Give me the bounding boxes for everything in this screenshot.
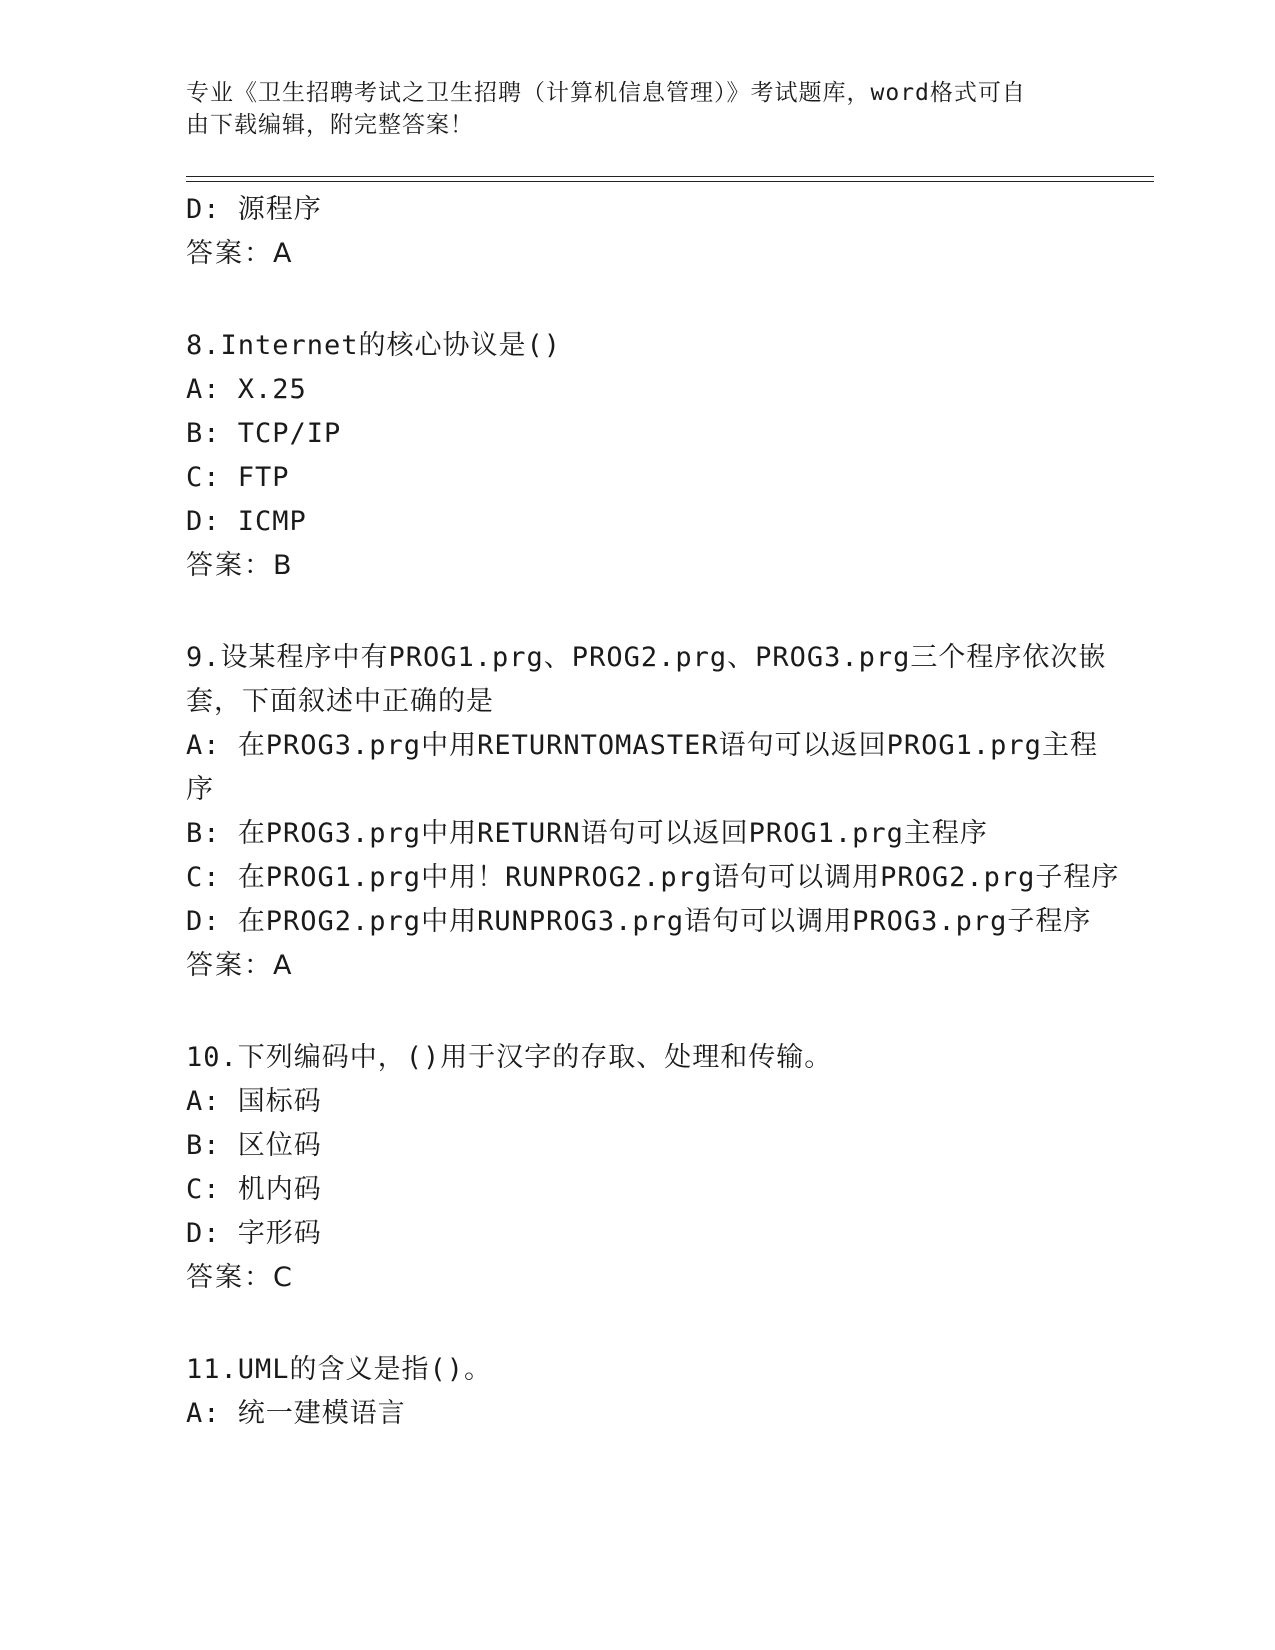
option-d-q9: D: 在PROG2.prg中用RUNPROG3.prg语句可以调用PROG3.prg子程序 <box>186 906 1092 937</box>
header-rule-top <box>186 176 1154 177</box>
header-rule-bottom <box>186 181 1154 182</box>
answer-q10: 答案：C <box>186 1262 294 1293</box>
question-10: 10.下列编码中，()用于汉字的存取、处理和传输。 <box>186 1042 833 1073</box>
question-11: 11.UML的含义是指()。 <box>186 1354 493 1385</box>
option-c-q10: C: 机内码 <box>186 1174 322 1205</box>
option-d-q7: D: 源程序 <box>186 194 322 225</box>
answer-q7: 答案：A <box>186 238 294 269</box>
option-a-q10: A: 国标码 <box>186 1086 322 1117</box>
option-a-q9-line-2: 序 <box>186 774 214 805</box>
option-c-q9: C: 在PROG1.prg中用！RUNPROG2.prg语句可以调用PROG2.prg子程序 <box>186 862 1120 893</box>
option-d-q8: D: ICMP <box>186 506 307 537</box>
option-a-q8: A: X.25 <box>186 374 307 405</box>
option-c-q8: C: FTP <box>186 462 290 493</box>
question-9-line-2: 套，下面叙述中正确的是 <box>186 686 494 717</box>
option-d-q10: D: 字形码 <box>186 1218 322 1249</box>
option-b-q10: B: 区位码 <box>186 1130 322 1161</box>
question-9-line-1: 9.设某程序中有PROG1.prg、PROG2.prg、PROG3.prg三个程序依次嵌 <box>186 642 1107 673</box>
option-a-q11: A: 统一建模语言 <box>186 1398 406 1429</box>
answer-q8: 答案：B <box>186 550 294 581</box>
header-line-1: 专业《卫生招聘考试之卫生招聘（计算机信息管理）》考试题库，word格式可自 <box>186 80 1026 106</box>
option-b-q8: B: TCP/IP <box>186 418 342 449</box>
option-b-q9: B: 在PROG3.prg中用RETURN语句可以返回PROG1.prg主程序 <box>186 818 988 849</box>
question-8: 8.Internet的核心协议是() <box>186 330 562 361</box>
answer-q9: 答案：A <box>186 950 294 981</box>
option-a-q9-line-1: A: 在PROG3.prg中用RETURNTOMASTER语句可以返回PROG1.prg主程 <box>186 730 1098 761</box>
header-line-2: 由下载编辑，附完整答案！ <box>186 112 474 138</box>
